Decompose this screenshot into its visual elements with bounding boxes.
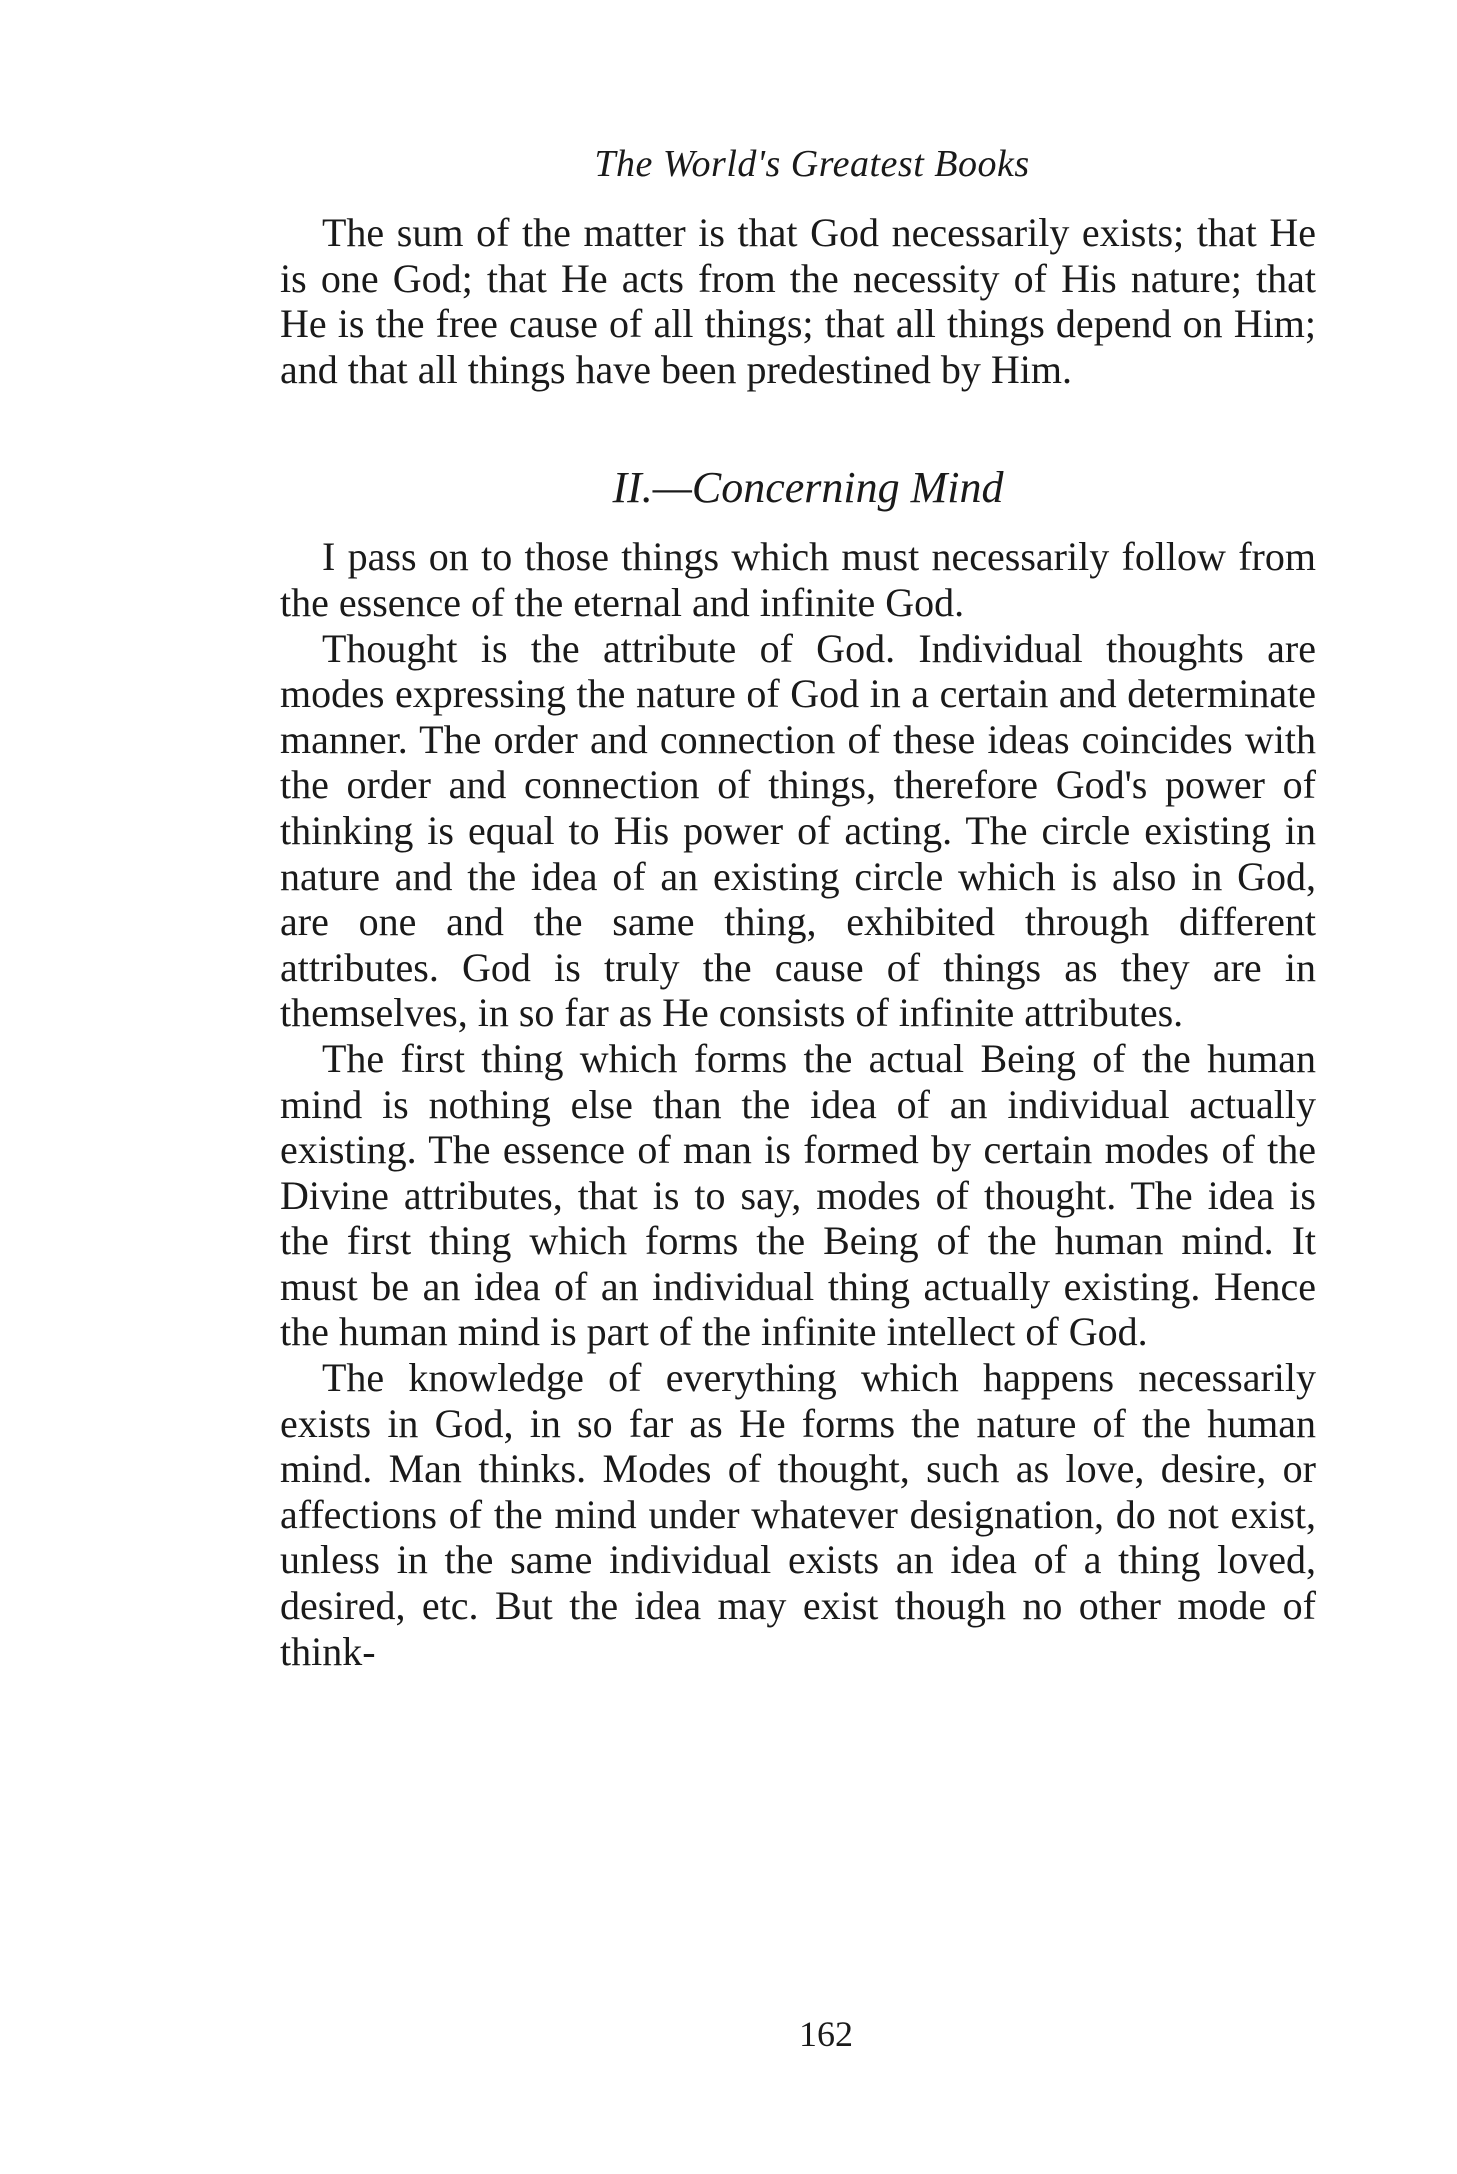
- section-heading: II.—Concerning Mind: [612, 463, 1004, 513]
- paragraph-1: I pass on to those things which must necessarily follow from the essence of the eternal and infinite God.: [280, 534, 1316, 625]
- book-page: [280, 140, 1316, 2054]
- paragraph-3: The first thing which forms the actual Being of the human mind is nothing else than the idea of an individual actually existing. The essence of man is formed by certain modes of the Divine attributes, that is to say, modes of thought. The idea is the first thing which forms the Being of the human mind. It must be an idea of an individual thing actually existing. Hence the human mind is part of the infinite intellect of God.: [280, 1035, 1316, 1355]
- opening-paragraph: The sum of the matter is that God necessarily exists; that He is one God; that He acts from the necessity of His nature; that He is the free cause of all things; that all things depend on Him; and that all things have been predestined by Him.: [280, 210, 1316, 392]
- page-number: 162: [799, 2014, 853, 2054]
- running-head-title: The World's Greatest Books: [594, 143, 1030, 185]
- paragraph-2: Thought is the attribute of God. Individual thoughts are modes expressing the nature of God in a certain and determinate manner. The order and connection of these ideas coincides with the order and connection of things, therefore God's power of thinking is equal to His power of acting. The circle existing in nature and the idea of an existing circle which is also in God, are one and the same thing, exhibited through different attributes. God is truly the cause of things as they are in themselves, in so far as He consists of infinite attributes.: [280, 625, 1316, 1036]
- paragraph-4: The knowledge of everything which happens necessarily exists in God, in so far as He forms the nature of the human mind. Man thinks. Modes of thought, such as love, desire, or affections of the mind under whatever designation, do not exist, unless in the same individual exists an idea of a thing loved, desired, etc. But the idea may exist though no other mode of think-: [280, 1355, 1316, 1674]
